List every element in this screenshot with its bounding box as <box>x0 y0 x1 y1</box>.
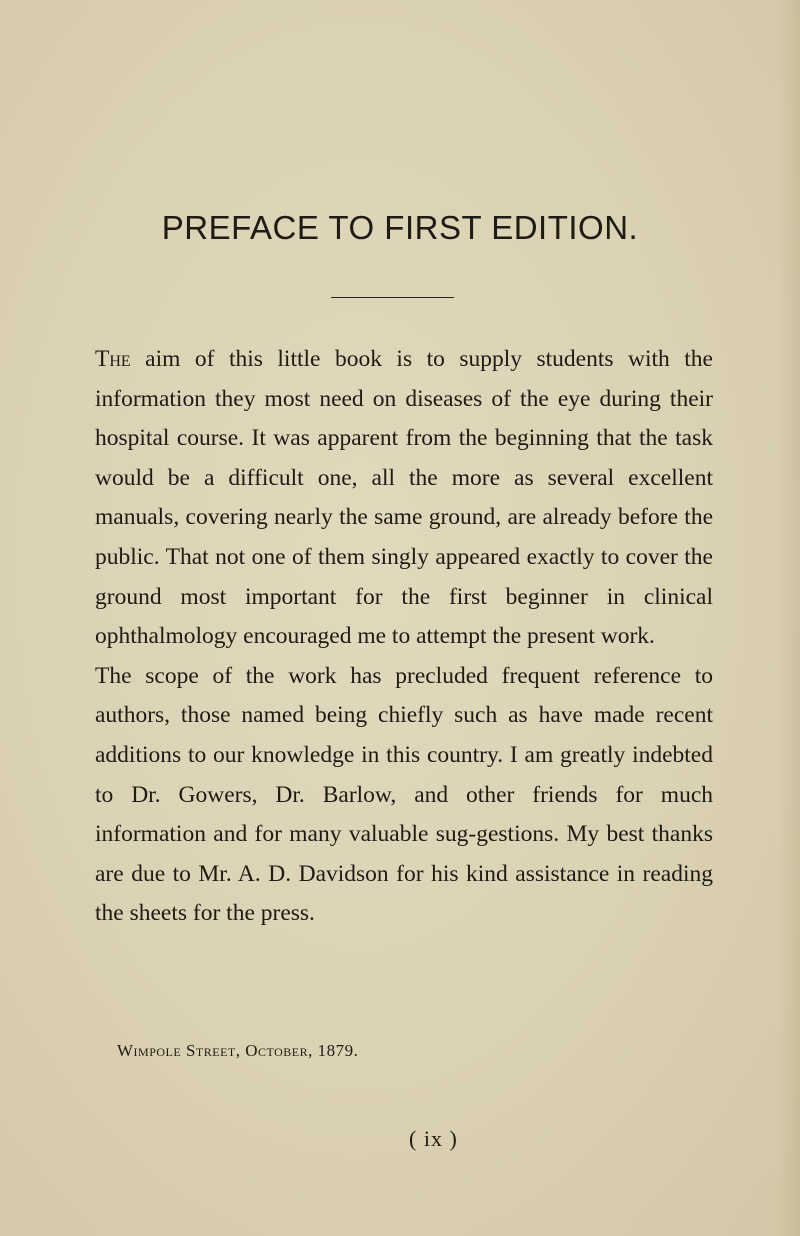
paragraph-1 <box>95 340 713 657</box>
heading-rule <box>331 297 454 298</box>
preface-heading: PREFACE TO FIRST EDITION. <box>161 209 639 246</box>
signoff-dateline: Wimpole Street, October, 1879. <box>117 1041 359 1060</box>
preface-body <box>95 340 713 934</box>
paragraph-1-text: aim of this little book is to supply students with the information they most need on diseases of the eye during their hospital course. It was apparent from the beginning that the task would be a difficult one, all the more as several excellent manuals, covering nearly the same ground, are already before the public. That not one of them singly appeared exactly to cover the ground most important for the first beginner in clinical ophthalmology encouraged me to attempt the present work. <box>95 346 713 650</box>
page-edge-shadow <box>778 0 800 1236</box>
paragraph-2: The scope of the work has precluded frequent reference to authors, those named being chiefly such as have made recent additions to our knowledge in this country. I am greatly indebted to Dr. Gowers, Dr. Barlow, and other friends for much information and for many valuable sug-gestions. My best thanks are due to Mr. A. D. Davidson for his kind assistance in reading the sheets for the press. <box>95 662 713 927</box>
page-number: ( ix ) <box>409 1126 458 1151</box>
paragraph-1-lead: The <box>95 346 131 372</box>
